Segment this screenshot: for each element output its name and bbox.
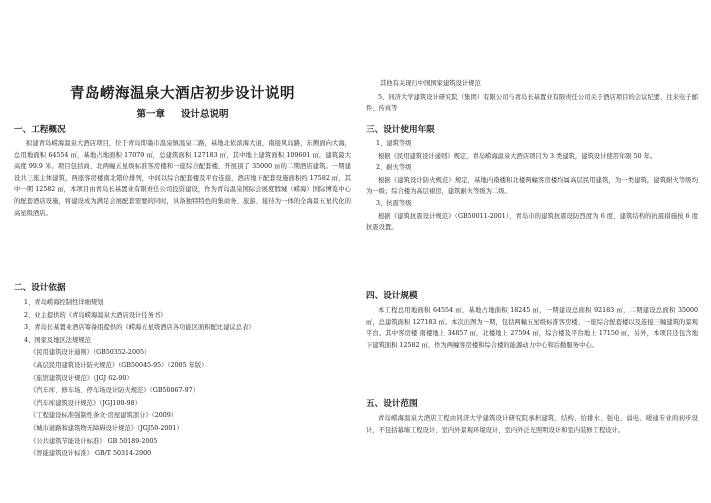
section-heading: 一、工程概况 [14,125,66,135]
norm-item: 《汽车库、修车场、停车场设计防火规范》（GB50067-97） [30,387,199,395]
section-heading: 四、设计规模 [366,291,418,301]
section-scale [366,290,698,351]
norm-item: 《旅馆建筑设计规范》（JGJ 62-90） [30,374,133,382]
section-basis [14,282,351,461]
scope-paragraph: 青岛崂海温泉大酒店工程由同济大学建筑设计研究院承担建筑、结构、给排水、强电、弱电、暖通专业的初步设计，不包括幕墙工程设计、室内外景观环境设计、室内外泛光照明设计和室内装修工程设计。 [366,415,698,434]
sub-heading: 2、耐火等级 [376,164,412,172]
section-service-life [366,124,698,234]
overview-paragraph: 拟建青岛崂海温泉大酒店项目，位于青岛即墨市温泉镇温泉二路，基地北依滨海大道，南接风岛路，东侧面向大海，总用地面积 64554 ㎡，基地占地面积 17079 ㎡，总建筑面积 127183 ㎡，其中地上建筑面积 109601 ㎡，建筑最大高度 99.9 米。项目包括商、北两幢五星级标准客房楼和一座综合配套楼，开展别了 35000 ㎡的二期酒店建筑。一期建设共三座主体建筑，两座客房楼南北错位排列，中间以综合配套楼及平台连接，酒店地下配套设施面积约 17582 ㎡，其中一期 12582 ㎡，本项目由青岛长基置业有限责任公司投资建设，作为青岛温泉国际会展度假城（崂海）国际博览中心的配套酒店设施，将建设成为满足会展配套需要的同时，具备独特特色的集商务、旅游、接待为一体的全海景五星代化的高星级酒店。 [14,140,351,217]
norm-item: 《汽车库建筑设计规范》（JGJ100-98） [30,399,141,407]
basis-continued [366,78,698,115]
section-heading: 五、设计范围 [366,399,418,409]
left-column [14,0,351,503]
norm-item: 其他有关现行中国国家建筑设计规范 [380,80,481,87]
section-overview [14,124,351,219]
scale-paragraph: 本工程总用地面积 64554 ㎡，基地占地面积 18245 ㎡，一期建设总面积 92183 ㎡，二期建设总面积 35000 ㎡，总建筑面积 127183 ㎡。本次出图为一期，包括两幢五星级标准客房楼、一座综合配套楼以及连接三幢建筑的景观平台。其中客房楼 南楼地上 34857 ㎡，北楼地上 27594 ㎡，综合楼及平台地上 17150 ㎡，另外，本项目还包含地下建筑面积 12582 ㎡，作为两幢客房楼和综合楼的能源动力中心和后勤服务中心。 [366,307,698,349]
norm-item: 《智能建筑设计标准》 GB/T 50314-2000 [30,450,152,458]
norm-item: 《公共建筑节能设计标准》 GB 50189-2005 [30,437,158,445]
list-item: 2、业主提供的《青岛崂海温泉大酒店设计任务书》 [24,311,167,319]
norm-item: 《高层民用建筑设计防火规范》（GB50045-95）（2005 年版） [30,361,208,369]
list-item: 5、同济大学建筑设计研究院（集团）有限公司与青岛长基置业有限责任公司关于酒店项目的会议纪要、往来电子邮件、传真等 [366,93,698,113]
chapter-title: 设计总说明 [181,109,229,120]
list-item: 4、国家及地区法规规范 [24,336,91,344]
document-title: 青岛崂海温泉大酒店初步设计说明 [70,85,295,102]
section-heading: 三、设计使用年限 [366,125,435,135]
section-scope [366,398,698,436]
norm-item: 《城市道路和建筑物无障碍设计规范》（JGJ50-2001） [30,424,183,432]
paragraph: 根据《建筑设计防火规范》规定，基地内南楼和北楼两幢客房楼均属高层民用建筑，为一类建筑，建筑耐火等级均为一级；综合楼为高层裙房，建筑耐火等级为二级。 [366,176,698,196]
chapter-heading [14,106,351,120]
norm-item: 《工程建设标准强制性条文·房屋建筑部分》（2009） [30,412,178,420]
paragraph: 根据《民用建筑设计通则》规定，青岛崂海温泉大酒店项目为 3 类建筑，建筑设计使用年限 50 年。 [378,152,657,160]
norm-item: 《民用建筑设计通则》（GB50352-2005） [30,349,151,357]
list-item: 1、青岛崂海控制性详细规划 [24,299,104,306]
right-column [366,0,698,503]
paragraph: 根据《建筑抗震设计规范》（GB50011-2001），青岛市的建筑抗震设防烈度为 6 度，建筑结构的抗震措施按 6 度抗震设置。 [366,212,698,232]
sub-heading: 3、抗震等级 [376,199,412,207]
chapter-number: 第一章 [136,109,165,120]
section-heading: 二、设计依据 [14,283,66,293]
sub-heading: 1、建筑等级 [376,140,412,147]
list-item: 3、青岛长基置业酒店筹备组提供的《崂海五星级酒店各功能区面积配比建议总表》 [24,324,255,332]
